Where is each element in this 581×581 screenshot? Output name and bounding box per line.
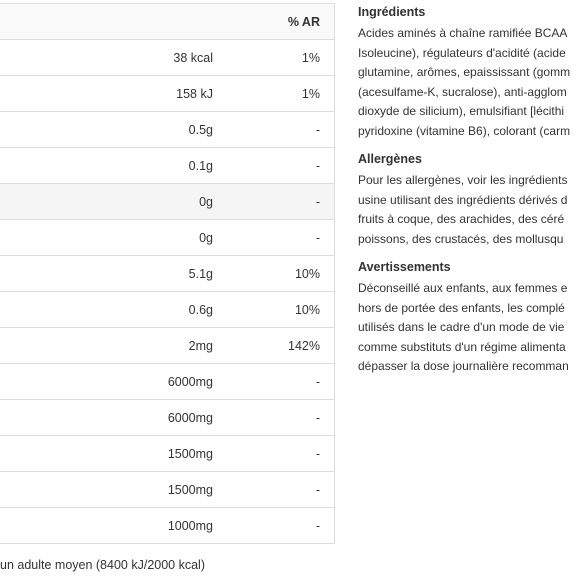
section-title: Ingrédients	[358, 5, 426, 19]
row-value: 1500mg	[167, 483, 213, 497]
section-text-line: dioxyde de silicium), emulsifiant [lécithi	[358, 104, 565, 118]
table-row	[0, 220, 334, 256]
table-row	[0, 472, 334, 508]
info-section	[358, 151, 581, 249]
table-row	[0, 508, 334, 544]
table-row	[0, 40, 334, 76]
row-ar: -	[315, 159, 320, 173]
section-text-line: comme substituts d'un régime alimenta	[358, 339, 566, 354]
section-text-line: fruits à coque, des arachides, des céré	[358, 212, 565, 226]
section-text-line: Isoleucine), régulateurs d'acidité (acide	[358, 45, 566, 60]
table-row	[0, 328, 334, 364]
row-ar: -	[315, 195, 320, 209]
section-title: Allergènes	[358, 152, 422, 166]
row-ar: 10%	[294, 303, 320, 317]
section-text-line: Déconseillé aux enfants, aux femmes e	[358, 281, 568, 295]
table-row	[0, 76, 334, 112]
nutrition-table	[0, 3, 335, 544]
row-value: 5.1g	[188, 267, 213, 281]
section-text-line: glutamine, arômes, epaississant (gomm	[358, 65, 571, 79]
section-title: Avertissements	[358, 260, 451, 274]
table-footnote: un adulte moyen (8400 kJ/2000 kcal)	[0, 558, 205, 572]
table-row	[0, 148, 334, 184]
section-text-line: (acesulfame-K, sucralose), anti-agglom	[358, 84, 567, 99]
section-text-line: hors de portée des enfants, les complé	[358, 300, 565, 315]
section-text-line: utilisés dans le cadre d'un mode de vie	[358, 320, 565, 334]
table-row	[0, 436, 334, 472]
row-value: 1500mg	[167, 447, 213, 461]
table-row	[0, 292, 334, 328]
row-value: 38 kcal	[173, 51, 213, 65]
section-text-line: dépasser la dose journalière recomman	[358, 359, 569, 373]
row-value: 0.1g	[188, 159, 213, 173]
header-ar: % AR	[287, 15, 320, 29]
product-info-panel	[358, 4, 581, 387]
row-ar: -	[315, 483, 320, 497]
row-value: 6000mg	[167, 411, 213, 425]
row-value: 1000mg	[167, 519, 213, 533]
row-value: 0g	[199, 195, 213, 209]
row-ar: -	[315, 447, 320, 461]
row-ar: 142%	[288, 339, 320, 353]
row-ar: 10%	[294, 267, 320, 281]
row-value: 0.5g	[188, 123, 213, 137]
table-header-row	[0, 3, 334, 40]
info-section	[358, 4, 581, 141]
table-row	[0, 256, 334, 292]
section-text-line: Acides aminés à chaîne ramifiée BCAA	[358, 26, 568, 40]
row-value: 6000mg	[167, 375, 213, 389]
section-text-line: poissons, des crustacés, des mollusqu	[358, 231, 564, 246]
row-ar: 1%	[301, 51, 320, 65]
table-row	[0, 184, 334, 220]
row-ar: -	[315, 375, 320, 389]
row-value: 0g	[199, 231, 213, 245]
row-value: 158 kJ	[176, 87, 213, 101]
row-ar: -	[315, 411, 320, 425]
row-ar: -	[315, 123, 320, 137]
section-text-line: Pour les allergènes, voir les ingrédients	[358, 173, 568, 187]
row-ar: -	[315, 519, 320, 533]
table-row	[0, 364, 334, 400]
row-ar: 1%	[301, 87, 320, 101]
info-section	[358, 259, 581, 377]
section-text-line: usine utilisant des ingrédients dérivés d	[358, 192, 568, 207]
row-value: 2mg	[188, 339, 213, 353]
section-text-line: pyridoxine (vitamine B6), colorant (carm	[358, 123, 571, 138]
table-row	[0, 400, 334, 436]
row-ar: -	[315, 231, 320, 245]
row-value: 0.6g	[188, 303, 213, 317]
table-row	[0, 112, 334, 148]
